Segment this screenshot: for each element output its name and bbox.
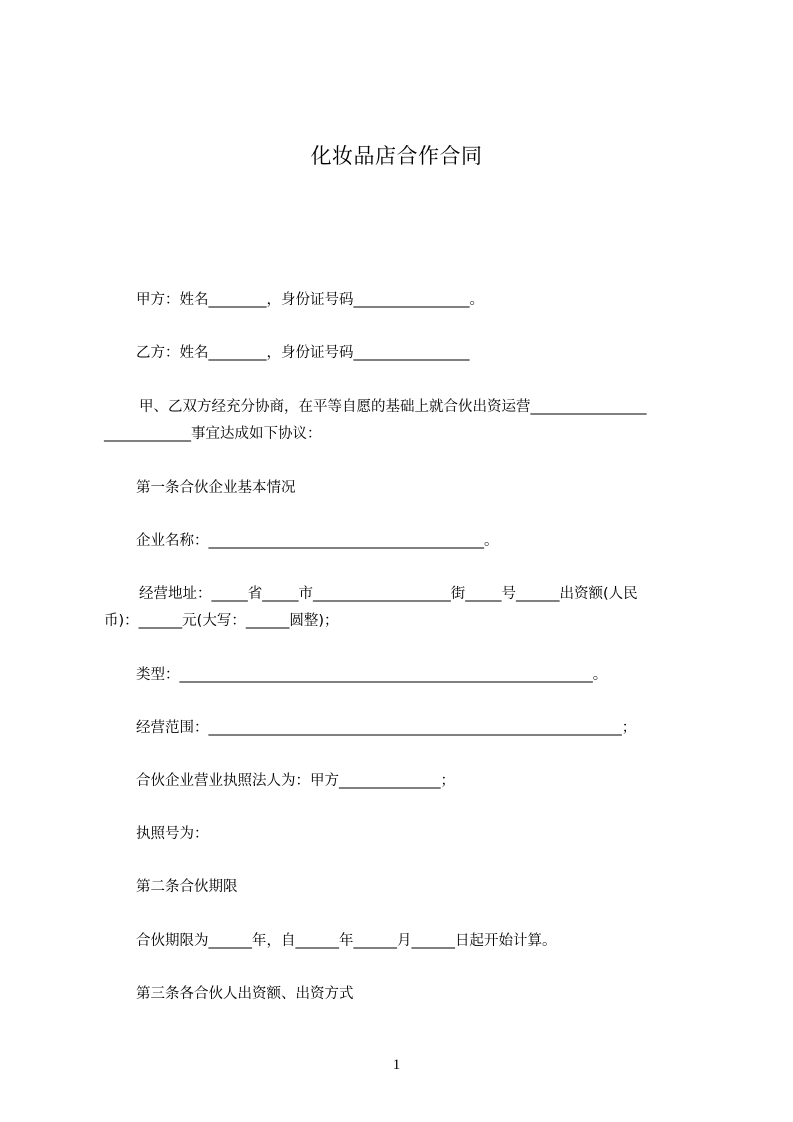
type-line: 类型：_________________________________________________________。: [136, 667, 608, 683]
page-number: 1: [392, 1057, 401, 1073]
company-name-line: 企业名称：______________________________________。: [136, 533, 499, 549]
address-line-2: 币)：______元(大写：______圆整)；: [104, 613, 339, 629]
license-number-line: 执照号为：: [136, 826, 209, 842]
address-line-1: 经营地址：_____省_____市___________________街_____号______出资额(人民: [139, 586, 638, 602]
party-a-line: 甲方：姓名________，身份证号码________________。: [136, 292, 484, 308]
article-3-heading: 第三条各合伙人出资额、出资方式: [136, 986, 354, 1002]
party-b-line: 乙方：姓名________，身份证号码________________: [136, 345, 470, 361]
document-title: 化妆品店合作合同: [310, 144, 483, 168]
scope-line: 经营范围：_________________________________________________________；: [136, 720, 637, 736]
term-line: 合伙期限为______年，自______年______月______日起开始计算。: [136, 933, 557, 949]
article-2-heading: 第二条合伙期限: [136, 879, 238, 895]
article-1-heading: 第一条合伙企业基本情况: [136, 480, 296, 496]
legal-person-line: 合伙企业营业执照法人为：甲方______________；: [136, 773, 455, 789]
intro-line-2: ____________事宜达成如下协议：: [104, 426, 322, 442]
intro-line-1: 甲、乙双方经充分协商，在平等自愿的基础上就合伙出资运营________________: [139, 399, 647, 415]
